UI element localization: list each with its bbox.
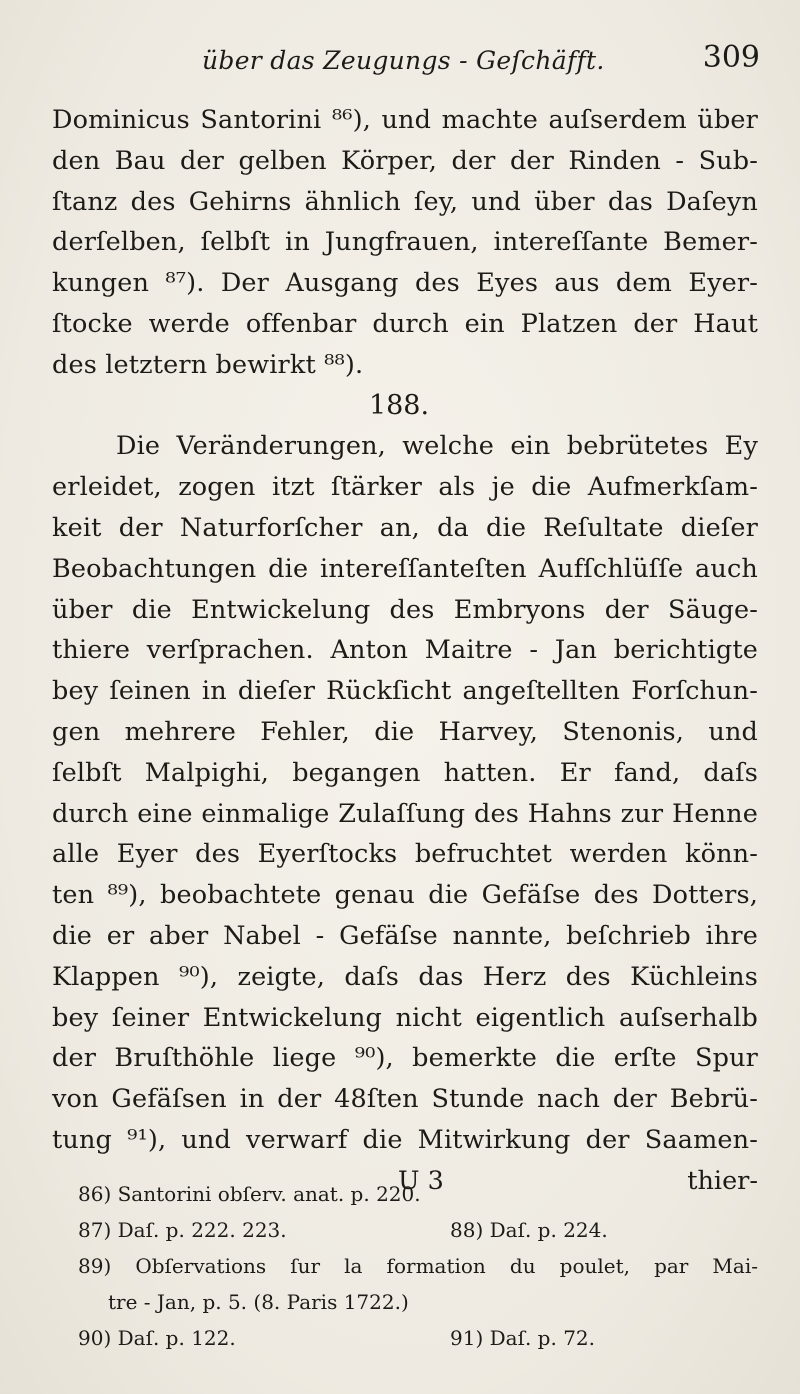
- text-line: der Bruſthöhle liege ⁹⁰), bemerkte die erſte Spur: [52, 1043, 758, 1074]
- text-line: die er aber Nabel - Gefäſse nannte, beſchrieb ihre: [52, 920, 758, 951]
- footnote-88: 88) Daſ. p. 224.: [450, 1218, 608, 1242]
- text-line: gen mehrere Fehler, die Harvey, Stenonis, und: [52, 716, 758, 747]
- text-line: bey ſeiner Entwickelung nicht eigentlich auſserhalb: [52, 1002, 758, 1033]
- page-number: 309: [702, 40, 760, 75]
- text-line: von Gefäſsen in der 48ſten Stunde nach der Bebrü-: [52, 1084, 758, 1115]
- footnote-90: 90) Daſ. p. 122.: [78, 1326, 236, 1350]
- text-line: Beobachtungen die intereſſanteſten Aufſchlüſſe auch: [52, 553, 758, 584]
- text-line: thiere verſprachen. Anton Maitre - Jan berichtigte: [52, 635, 758, 666]
- text-line: ſtocke werde offenbar durch ein Platzen der Haut: [52, 308, 758, 339]
- catchword: thier-: [687, 1165, 758, 1196]
- footnote-86: 86) Santorini obſerv. anat. p. 220.: [78, 1182, 421, 1206]
- text-line: derſelben, ſelbſt in Jungfrauen, intereſſante Bemer-: [52, 227, 758, 258]
- text-line: kungen ⁸⁷). Der Ausgang des Eyes aus dem Eyer-: [52, 268, 758, 299]
- footnote-89-line-2: tre - Jan, p. 5. (8. Paris 1722.): [108, 1290, 409, 1314]
- text-line: ſtanz des Gehirns ähnlich ſey, und über das Daſeyn: [52, 186, 758, 217]
- footnote-89-line-1: 89) Obſervations ſur la formation du poulet, par Mai-: [78, 1254, 758, 1278]
- text-line: über die Entwickelung des Embryons der Säuge-: [52, 594, 758, 625]
- section-number: 188.: [368, 389, 430, 421]
- footnote-87: 87) Daſ. p. 222. 223.: [78, 1218, 287, 1242]
- footnote: [78, 1212, 758, 1248]
- text-line: des letztern bewirkt ⁸⁸).: [52, 349, 364, 380]
- text-line: Die Veränderungen, welche ein bebrütetes Ey: [116, 431, 758, 462]
- footnote: [78, 1320, 758, 1356]
- text-line: erleidet, zogen itzt ſtärker als je die Aufmerkſam-: [52, 472, 758, 503]
- text-line: alle Eyer des Eyerſtocks befruchtet werden könn-: [52, 839, 758, 870]
- text-line: Dominicus Santorini ⁸⁶), und machte auſserdem über: [52, 105, 758, 135]
- main-text: [52, 100, 758, 1202]
- text-line: bey ſeinen in dieſer Rückſicht angeſtellten Forſchun-: [52, 676, 758, 707]
- text-line: ſelbſt Malpighi, begangen hatten. Er fand, daſs: [52, 757, 758, 788]
- text-line: Klappen ⁹⁰), zeigte, daſs das Herz des Küchleins: [52, 961, 758, 992]
- text-line: tung ⁹¹), und verwarf die Mitwirkung der Saamen-: [52, 1124, 758, 1155]
- text-line: den Bau der gelben Körper, der der Rinden - Sub-: [52, 145, 758, 176]
- footnote-91: 91) Daſ. p. 72.: [450, 1326, 596, 1350]
- running-head: über das Zeugungs - Geſchäfft.: [202, 46, 605, 75]
- signature-mark: U 3: [398, 1165, 444, 1196]
- footnote: [78, 1176, 758, 1212]
- footnotes: [78, 1176, 758, 1356]
- text-line: durch eine einmalige Zulaſſung des Hahns zur Henne: [52, 798, 758, 829]
- text-line: keit der Naturforſcher an, da die Reſultate dieſer: [52, 512, 758, 543]
- page-header: [52, 40, 760, 84]
- text-line: ten ⁸⁹), beobachtete genau die Gefäſse des Dotters,: [52, 880, 758, 911]
